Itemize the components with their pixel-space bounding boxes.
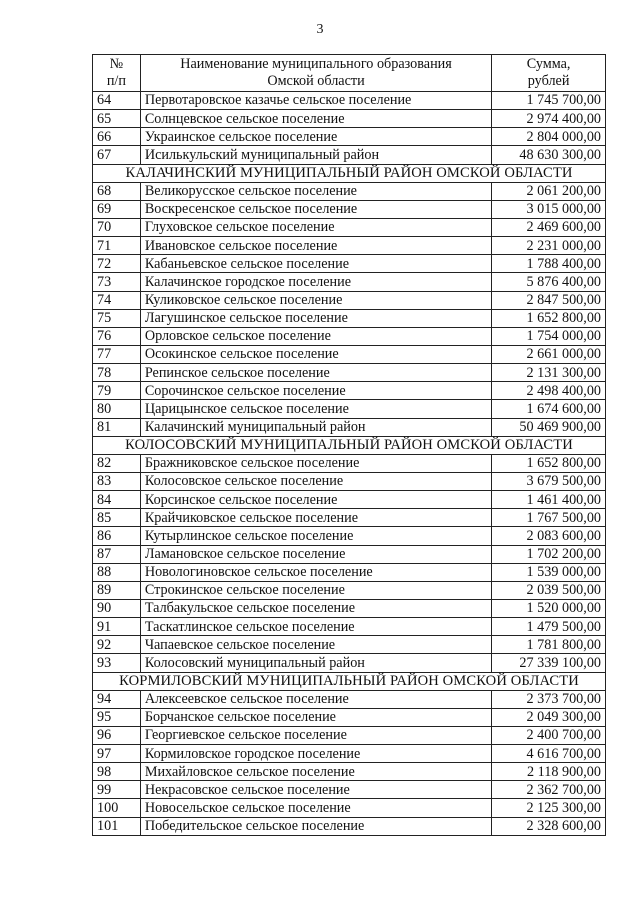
table-row bbox=[93, 745, 606, 763]
section-header-row bbox=[93, 436, 606, 454]
amount-rubles: 5 876 400,00 bbox=[492, 273, 606, 291]
table-row bbox=[93, 618, 606, 636]
municipality-name: Михайловское сельское поселение bbox=[140, 763, 491, 781]
municipality-name: Орловское сельское поселение bbox=[140, 327, 491, 345]
amount-rubles: 2 125 300,00 bbox=[492, 799, 606, 817]
table-row bbox=[93, 726, 606, 744]
municipality-name: Царицынское сельское поселение bbox=[140, 400, 491, 418]
row-number: 101 bbox=[93, 817, 141, 835]
municipality-name: Первотаровское казачье сельское поселение bbox=[140, 92, 491, 110]
municipality-name: Солнцевское сельское поселение bbox=[140, 110, 491, 128]
row-number: 64 bbox=[93, 92, 141, 110]
row-number: 85 bbox=[93, 509, 141, 527]
table-row bbox=[93, 454, 606, 472]
amount-rubles: 1 788 400,00 bbox=[492, 255, 606, 273]
amount-rubles: 2 231 000,00 bbox=[492, 237, 606, 255]
amount-rubles: 1 745 700,00 bbox=[492, 92, 606, 110]
amount-rubles: 2 131 300,00 bbox=[492, 364, 606, 382]
amount-rubles: 2 804 000,00 bbox=[492, 128, 606, 146]
amount-rubles: 3 015 000,00 bbox=[492, 200, 606, 218]
table-row bbox=[93, 527, 606, 545]
row-number: 66 bbox=[93, 128, 141, 146]
row-number: 86 bbox=[93, 527, 141, 545]
municipality-name: Корсинское сельское поселение bbox=[140, 491, 491, 509]
amount-rubles: 3 679 500,00 bbox=[492, 472, 606, 490]
table-row bbox=[93, 146, 606, 164]
section-header-row bbox=[93, 672, 606, 690]
header-sum-line2: рублей bbox=[527, 73, 570, 89]
municipality-name: Крайчиковское сельское поселение bbox=[140, 509, 491, 527]
amount-rubles: 1 674 600,00 bbox=[492, 400, 606, 418]
table-row bbox=[93, 128, 606, 146]
section-title: КОРМИЛОВСКИЙ МУНИЦИПАЛЬНЫЙ РАЙОН ОМСКОЙ ОБЛАСТИ bbox=[93, 672, 606, 690]
table-row bbox=[93, 690, 606, 708]
table-row bbox=[93, 599, 606, 617]
amount-rubles: 50 469 900,00 bbox=[492, 418, 606, 436]
row-number: 75 bbox=[93, 309, 141, 327]
row-number: 68 bbox=[93, 182, 141, 200]
municipality-name: Победительское сельское поселение bbox=[140, 817, 491, 835]
row-number: 88 bbox=[93, 563, 141, 581]
amount-rubles: 1 520 000,00 bbox=[492, 599, 606, 617]
header-name bbox=[140, 55, 491, 92]
table-row bbox=[93, 799, 606, 817]
header-number bbox=[93, 55, 141, 92]
row-number: 70 bbox=[93, 218, 141, 236]
header-number-line1: № bbox=[109, 56, 124, 72]
table-row bbox=[93, 273, 606, 291]
amount-rubles: 1 754 000,00 bbox=[492, 327, 606, 345]
municipality-name: Кормиловское городское поселение bbox=[140, 745, 491, 763]
table-row bbox=[93, 237, 606, 255]
municipality-name: Украинское сельское поселение bbox=[140, 128, 491, 146]
amount-rubles: 1 539 000,00 bbox=[492, 563, 606, 581]
table-row bbox=[93, 218, 606, 236]
table-row bbox=[93, 345, 606, 363]
row-number: 94 bbox=[93, 690, 141, 708]
table-row bbox=[93, 817, 606, 835]
row-number: 97 bbox=[93, 745, 141, 763]
amount-rubles: 48 630 300,00 bbox=[492, 146, 606, 164]
row-number: 79 bbox=[93, 382, 141, 400]
row-number: 69 bbox=[93, 200, 141, 218]
amount-rubles: 2 118 900,00 bbox=[492, 763, 606, 781]
amount-rubles: 2 373 700,00 bbox=[492, 690, 606, 708]
municipality-name: Ивановское сельское поселение bbox=[140, 237, 491, 255]
table-row bbox=[93, 563, 606, 581]
amount-rubles: 2 400 700,00 bbox=[492, 726, 606, 744]
row-number: 80 bbox=[93, 400, 141, 418]
municipality-name: Новосельское сельское поселение bbox=[140, 799, 491, 817]
row-number: 67 bbox=[93, 146, 141, 164]
municipality-name: Колосовское сельское поселение bbox=[140, 472, 491, 490]
municipality-name: Воскресенское сельское поселение bbox=[140, 200, 491, 218]
header-name-line2: Омской области bbox=[267, 73, 365, 89]
row-number: 84 bbox=[93, 491, 141, 509]
row-number: 91 bbox=[93, 618, 141, 636]
table-row bbox=[93, 418, 606, 436]
amount-rubles: 1 461 400,00 bbox=[492, 491, 606, 509]
municipality-name: Сорочинское сельское поселение bbox=[140, 382, 491, 400]
municipality-name: Куликовское сельское поселение bbox=[140, 291, 491, 309]
municipality-name: Георгиевское сельское поселение bbox=[140, 726, 491, 744]
table-row bbox=[93, 763, 606, 781]
amount-rubles: 2 661 000,00 bbox=[492, 345, 606, 363]
table-row bbox=[93, 636, 606, 654]
municipality-name: Калачинский муниципальный район bbox=[140, 418, 491, 436]
table-row bbox=[93, 309, 606, 327]
municipality-name: Талбакульское сельское поселение bbox=[140, 599, 491, 617]
row-number: 71 bbox=[93, 237, 141, 255]
row-number: 82 bbox=[93, 454, 141, 472]
amount-rubles: 2 083 600,00 bbox=[492, 527, 606, 545]
header-number-line2: п/п bbox=[106, 73, 126, 89]
amount-rubles: 1 702 200,00 bbox=[492, 545, 606, 563]
header-sum bbox=[492, 55, 606, 92]
table-row bbox=[93, 708, 606, 726]
amount-rubles: 1 479 500,00 bbox=[492, 618, 606, 636]
amount-rubles: 1 652 800,00 bbox=[492, 309, 606, 327]
row-number: 81 bbox=[93, 418, 141, 436]
row-number: 92 bbox=[93, 636, 141, 654]
row-number: 78 bbox=[93, 364, 141, 382]
row-number: 76 bbox=[93, 327, 141, 345]
amount-rubles: 2 039 500,00 bbox=[492, 581, 606, 599]
municipality-name: Великорусское сельское поселение bbox=[140, 182, 491, 200]
municipality-name: Кутырлинское сельское поселение bbox=[140, 527, 491, 545]
municipality-name: Чапаевское сельское поселение bbox=[140, 636, 491, 654]
table-row bbox=[93, 545, 606, 563]
municipality-name: Борчанское сельское поселение bbox=[140, 708, 491, 726]
amount-rubles: 2 328 600,00 bbox=[492, 817, 606, 835]
municipality-name: Репинское сельское поселение bbox=[140, 364, 491, 382]
municipality-name: Исилькульский муниципальный район bbox=[140, 146, 491, 164]
amount-rubles: 4 616 700,00 bbox=[492, 745, 606, 763]
municipality-name: Таскатлинское сельское поселение bbox=[140, 618, 491, 636]
amount-rubles: 2 469 600,00 bbox=[492, 218, 606, 236]
section-title: КАЛАЧИНСКИЙ МУНИЦИПАЛЬНЫЙ РАЙОН ОМСКОЙ ОБЛАСТИ bbox=[93, 164, 606, 182]
amount-rubles: 2 847 500,00 bbox=[492, 291, 606, 309]
table-row bbox=[93, 182, 606, 200]
amount-rubles: 1 767 500,00 bbox=[492, 509, 606, 527]
municipality-name: Глуховское сельское поселение bbox=[140, 218, 491, 236]
table-row bbox=[93, 291, 606, 309]
table-row bbox=[93, 382, 606, 400]
municipality-name: Кабаньевское сельское поселение bbox=[140, 255, 491, 273]
municipality-name: Бражниковское сельское поселение bbox=[140, 454, 491, 472]
funding-table bbox=[92, 54, 606, 836]
row-number: 89 bbox=[93, 581, 141, 599]
amount-rubles: 2 362 700,00 bbox=[492, 781, 606, 799]
municipality-name: Строкинское сельское поселение bbox=[140, 581, 491, 599]
table-row bbox=[93, 781, 606, 799]
row-number: 77 bbox=[93, 345, 141, 363]
municipality-name: Осокинское сельское поселение bbox=[140, 345, 491, 363]
municipality-name: Алексеевское сельское поселение bbox=[140, 690, 491, 708]
amount-rubles: 2 061 200,00 bbox=[492, 182, 606, 200]
page-number: 3 bbox=[316, 22, 324, 37]
row-number: 100 bbox=[93, 799, 141, 817]
table-row bbox=[93, 92, 606, 110]
municipality-name: Некрасовское сельское поселение bbox=[140, 781, 491, 799]
row-number: 87 bbox=[93, 545, 141, 563]
row-number: 99 bbox=[93, 781, 141, 799]
row-number: 65 bbox=[93, 110, 141, 128]
row-number: 83 bbox=[93, 472, 141, 490]
table-header-row bbox=[93, 55, 606, 92]
amount-rubles: 1 781 800,00 bbox=[492, 636, 606, 654]
table-row bbox=[93, 654, 606, 672]
municipality-name: Калачинское городское поселение bbox=[140, 273, 491, 291]
municipality-name: Ламановское сельское поселение bbox=[140, 545, 491, 563]
row-number: 96 bbox=[93, 726, 141, 744]
table-row bbox=[93, 200, 606, 218]
row-number: 93 bbox=[93, 654, 141, 672]
municipality-name: Лагушинское сельское поселение bbox=[140, 309, 491, 327]
amount-rubles: 27 339 100,00 bbox=[492, 654, 606, 672]
row-number: 73 bbox=[93, 273, 141, 291]
table-row bbox=[93, 581, 606, 599]
header-name-line1: Наименование муниципального образования bbox=[180, 56, 452, 72]
amount-rubles: 2 498 400,00 bbox=[492, 382, 606, 400]
table-row bbox=[93, 400, 606, 418]
table-row bbox=[93, 472, 606, 490]
section-title: КОЛОСОВСКИЙ МУНИЦИПАЛЬНЫЙ РАЙОН ОМСКОЙ ОБЛАСТИ bbox=[93, 436, 606, 454]
table-row bbox=[93, 364, 606, 382]
table-body bbox=[93, 92, 606, 836]
table-row bbox=[93, 327, 606, 345]
row-number: 74 bbox=[93, 291, 141, 309]
table-row bbox=[93, 491, 606, 509]
municipality-name: Колосовский муниципальный район bbox=[140, 654, 491, 672]
amount-rubles: 2 974 400,00 bbox=[492, 110, 606, 128]
section-header-row bbox=[93, 164, 606, 182]
table-row bbox=[93, 110, 606, 128]
row-number: 95 bbox=[93, 708, 141, 726]
municipality-name: Новологиновское сельское поселение bbox=[140, 563, 491, 581]
header-sum-line1: Сумма, bbox=[526, 56, 571, 72]
table-row bbox=[93, 509, 606, 527]
row-number: 90 bbox=[93, 599, 141, 617]
amount-rubles: 1 652 800,00 bbox=[492, 454, 606, 472]
table-row bbox=[93, 255, 606, 273]
row-number: 98 bbox=[93, 763, 141, 781]
amount-rubles: 2 049 300,00 bbox=[492, 708, 606, 726]
row-number: 72 bbox=[93, 255, 141, 273]
